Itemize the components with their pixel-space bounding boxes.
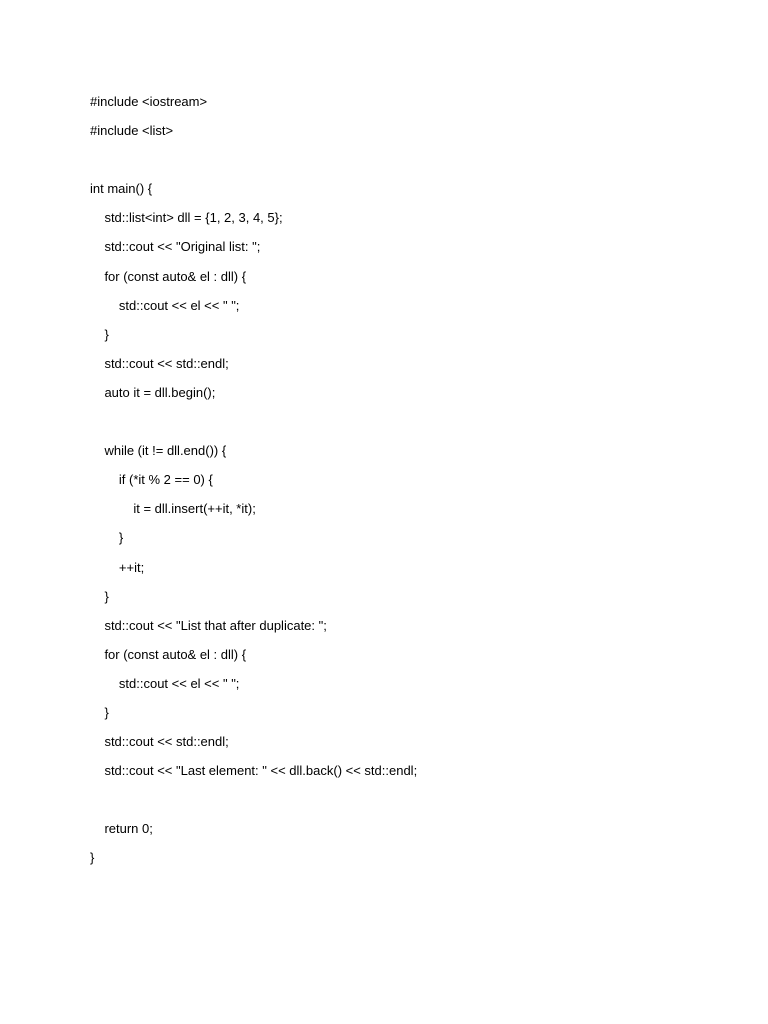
code-line: } — [90, 704, 109, 720]
code-line: ++it; — [90, 559, 145, 575]
code-line: std::cout << "Last element: " << dll.back() << std::endl; — [90, 763, 418, 779]
code-line: std::cout << "Original list: "; — [90, 239, 261, 255]
code-line: } — [90, 326, 109, 342]
code-line: while (it != dll.end()) { — [90, 443, 227, 459]
code-line: std::cout << el << " "; — [90, 297, 240, 313]
code-line: } — [90, 850, 95, 866]
code-line — [90, 407, 417, 436]
code-line — [90, 145, 417, 174]
code-line: std::cout << "List that after duplicate: "; — [90, 617, 327, 633]
code-line: if (*it % 2 == 0) { — [90, 472, 213, 488]
code-line: #include <list> — [90, 123, 174, 139]
code-line: std::cout << el << " "; — [90, 675, 240, 691]
code-line: std::cout << std::endl; — [90, 734, 229, 750]
code-block — [90, 87, 417, 873]
code-line: for (const auto& el : dll) { — [90, 646, 247, 662]
code-line: for (const auto& el : dll) { — [90, 268, 247, 284]
code-line: auto it = dll.begin(); — [90, 384, 216, 400]
code-line: it = dll.insert(++it, *it); — [90, 501, 256, 517]
code-line: std::list<int> dll = {1, 2, 3, 4, 5}; — [90, 210, 283, 226]
code-line: int main() { — [90, 181, 153, 197]
code-line: } — [90, 530, 124, 546]
code-line: #include <iostream> — [90, 94, 208, 109]
code-line: return 0; — [90, 821, 153, 837]
code-line: std::cout << std::endl; — [90, 355, 229, 371]
code-line: } — [90, 588, 109, 604]
code-line — [90, 785, 417, 814]
